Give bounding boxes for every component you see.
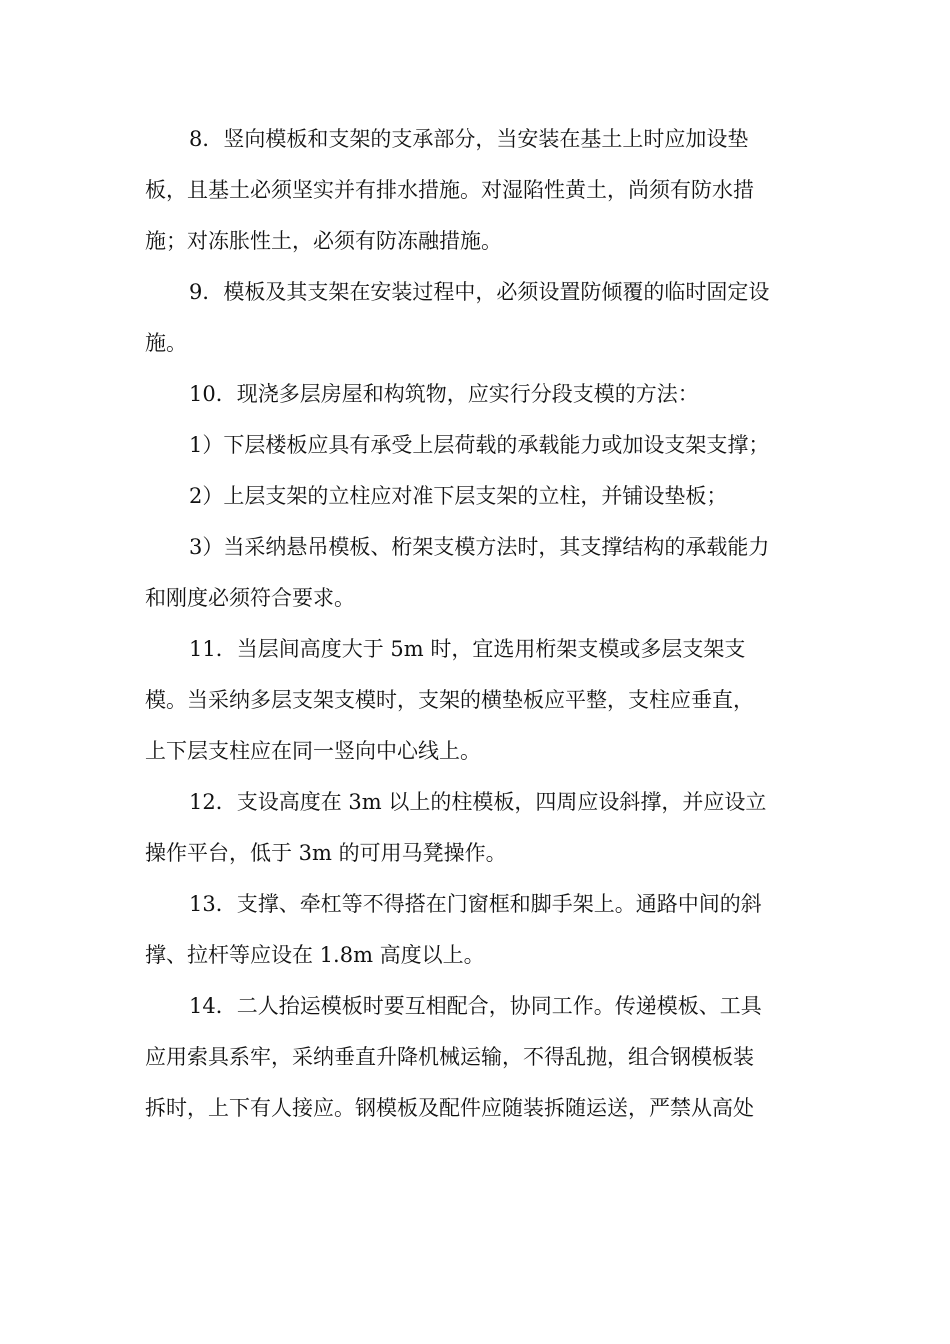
text-line: 和刚度必须符合要求。: [145, 586, 355, 610]
text-line: 13．支撑、牵杠等不得搭在门窗框和脚手架上。通路中间的斜: [189, 892, 762, 916]
text-line: 拆时，上下有人接应。钢模板及配件应随装拆随运送，严禁从高处: [145, 1096, 754, 1120]
document-body: [145, 114, 805, 1134]
text-line: 模。当采纳多层支架支模时，支架的横垫板应平整，支柱应垂直，: [145, 688, 754, 712]
text-line: 14．二人抬运模板时要互相配合，协同工作。传递模板、工具: [189, 994, 762, 1018]
text-line: 9．模板及其支架在安装过程中，必须设置防倾覆的临时固定设: [189, 280, 770, 304]
text-line: 2）上层支架的立柱应对准下层支架的立柱，并铺设垫板；: [189, 484, 728, 508]
text-line: 板，且基土必须坚实并有排水措施。对湿陷性黄土，尚须有防水措: [145, 178, 754, 202]
text-line: 1）下层楼板应具有承受上层荷载的承载能力或加设支架支撑；: [189, 433, 770, 457]
text-line: 12．支设高度在 3m 以上的柱模板，四周应设斜撑，并应设立: [189, 790, 767, 814]
text-line: 撑、拉杆等应设在 1.8m 高度以上。: [145, 943, 485, 967]
text-line: 3）当采纳悬吊模板、桁架支模方法时，其支撑结构的承载能力: [189, 535, 770, 559]
text-line: 应用索具系牢，采纳垂直升降机械运输，不得乱抛，组合钢模板装: [145, 1045, 754, 1069]
text-line: 10．现浇多层房屋和构筑物，应实行分段支模的方法：: [189, 382, 699, 406]
text-line: 施。: [145, 331, 187, 355]
text-line: 11．当层间高度大于 5m 时，宜选用桁架支模或多层支架支: [189, 637, 746, 661]
text-line: 操作平台，低于 3m 的可用马凳操作。: [145, 841, 507, 865]
text-line: 施；对冻胀性土，必须有防冻融措施。: [145, 229, 502, 253]
text-line: 8．竖向模板和支架的支承部分，当安装在基土上时应加设垫: [189, 127, 749, 151]
text-line: 上下层支柱应在同一竖向中心线上。: [145, 739, 481, 763]
